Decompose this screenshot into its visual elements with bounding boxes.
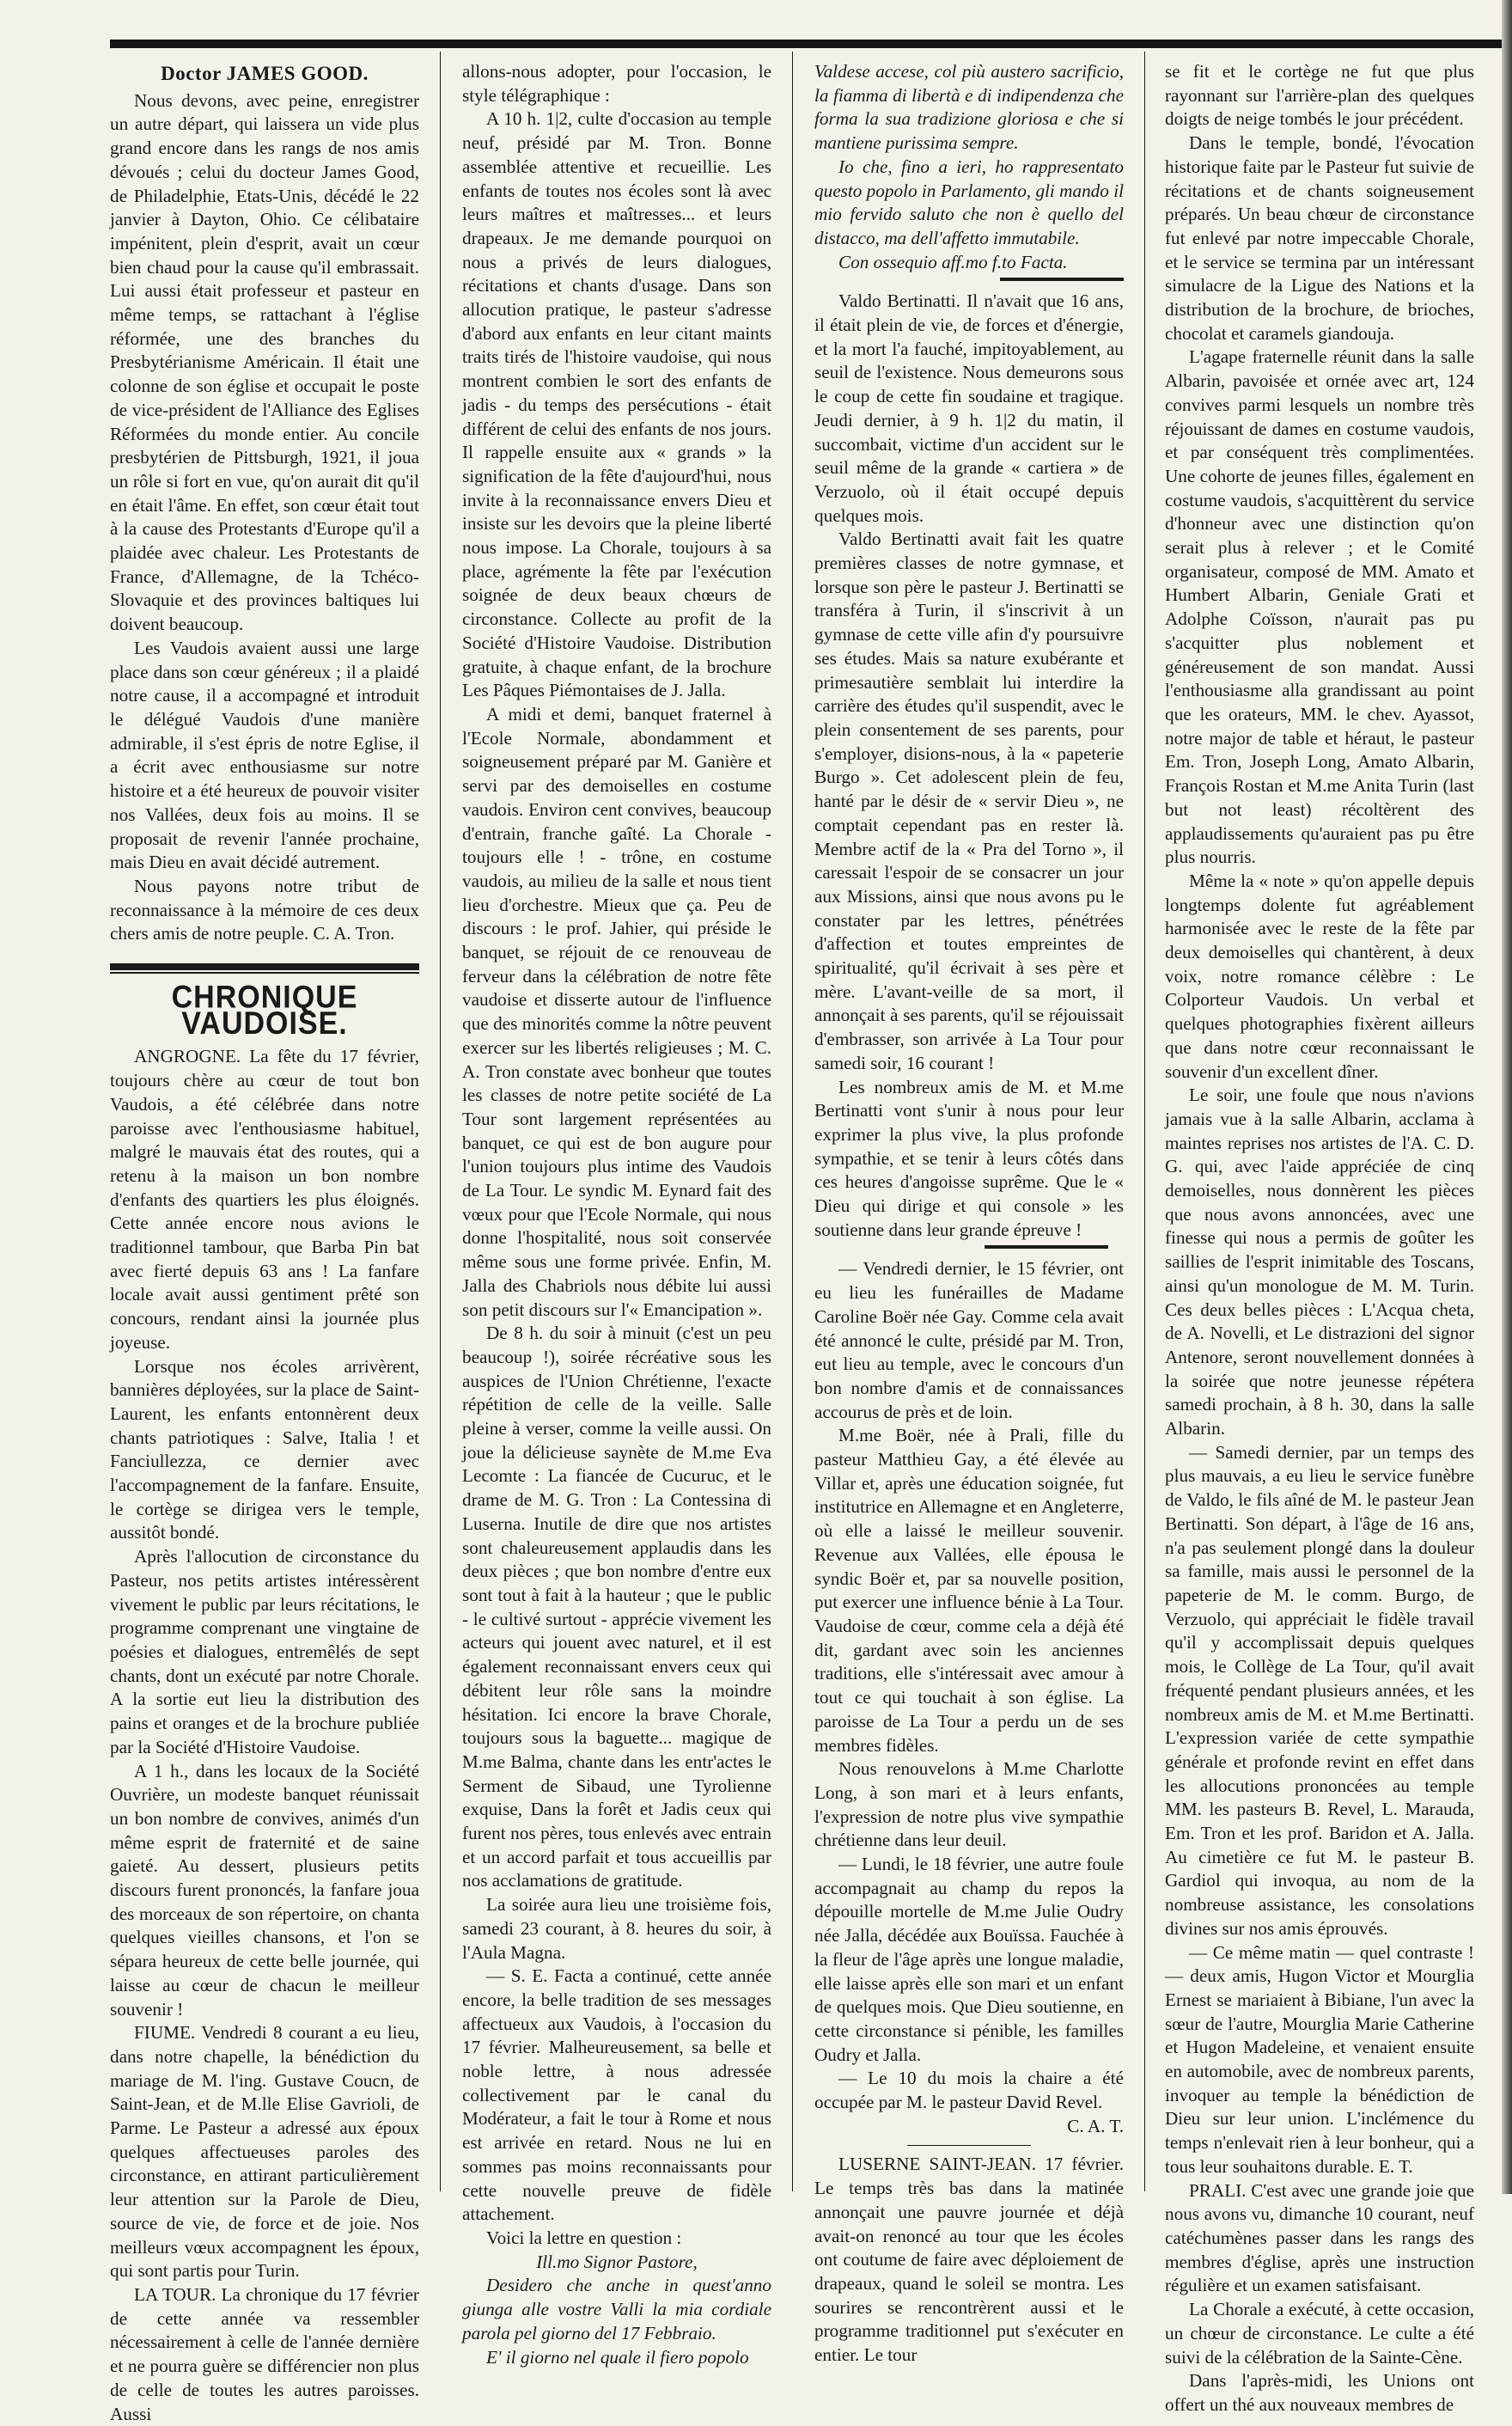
paragraph: De 8 h. du soir à minuit (c'est un peu beaucoup !), soirée récréative sous les auspices de l'Union Chrétienne, l'exacte répétition de celle de la veille. Salle pleine à verser, comme la veille aussi. On joue la délicieuse saynète de M.me Eva Lecomte : La fiancée de Cucuruc, et le drame de M. G. Tron : La Contessina di Luserna. Inutile de dire que nos artistes sont chaleureusement applaudis dans les deux pièces ; que bon nombre d'entre eux sont tout à fait à la hauteur ; que le public - le cultivé surtout - apprécie vivement les acteurs qui jouent avec naturel, et il est également reconnaissant envers ceux qui débitent leur rôle sans la moindre hésitation. Ici encore la brave Chorale, toujours sous la baguette... magique de M.me Balma, chante dans les entr'actes le Serment de Sibaud, une Tyrolienne exquise, Dans la forêt et Jadis ceux qui furent nos pères, tous enlevés avec entrain et un accord parfait et tous accueillis par nos acclamations de gratitude.: [462, 1323, 771, 1891]
paragraph: A 1 h., dans les locaux de la Société Ouvrière, un modeste banquet réunissait un bon nombre de convives, animés d'un même esprit de fraternité et de saine gaieté. Au dessert, plusieurs petits discours furent prononcés, la fanfare joua des morceaux de son répertoire, on chanta quelques vieilles chansons, et l'on se sépara heureux de cette belle journée, qui laisse au cœur de chacun le meilleur souvenir !: [110, 1760, 419, 2020]
paragraph: ANGROGNE. La fête du 17 février, toujours chère au cœur de tout bon Vaudois, a été célébrée dans notre paroisse avec l'enthousiasme habituel, malgré le mauvais état des routes, qui a retenu à la maison un bon nombre d'enfants des quartiers les plus éloignés. Cette année encore nous avions le traditionnel tambour, que Barba Pin bat avec fierté depuis 63 ans ! La fanfare locale avait aussi gentiment prêté son concours, rendant ainsi la journée plus joyeuse.: [110, 1046, 419, 1353]
paragraph: FIUME. Vendredi 8 courant a eu lieu, dans notre chapelle, la bénédiction du mariage de M. l'ing. Gustave Coucn, de Saint-Jean, et de M.lle Elise Gavrioli, de Parme. Le Pasteur a adressé aux époux quelques affectueuses paroles des circonstance, en attirant particulièrement leur attention sur la Parole de Dieu, source de vie, de force et de joie. Nos meilleurs vœux accompagnent les époux, qui sont partis pour Turin.: [110, 2022, 419, 2282]
paragraph: Après l'allocution de circonstance du Pasteur, nos petits artistes intéressèrent vivement le public par leurs récitations, le programme comprenant une vingtaine de poésies et dialogues, entremêlés de sept chants, dont un exécuté par notre Chorale. A la sortie eut lieu la distribution des pains et oranges et de la brochure publiée par la Société d'Histoire Vaudoise.: [110, 1546, 419, 1757]
letter-salutation: Ill.mo Signor Pastore,: [536, 2251, 698, 2272]
column-3: [814, 60, 1124, 2368]
paragraph: se fit et le cortège ne fut que plus rayonnant sur l'arrière-plan des quelques doigts de neige tombés le jour précédent.: [1165, 61, 1474, 130]
letter-paragraph: Desidero che anche in quest'anno giunga alle vostre Valli la mia cordiale parola pel giorno del 17 Febbraio.: [462, 2275, 771, 2344]
paragraph: — Samedi dernier, par un temps des plus mauvais, a eu lieu le service funèbre de Valdo, le fils aîné de M. le pasteur Jean Bertinatti. Son départ, à l'âge de 16 ans, n'a pas seulement plongé dans la douleur sa famille, mais aussi le personnel de la papeterie de M. le comm. Burgo, de Verzuolo, qui appréciait le fidèle travail qu'il y accomplissait depuis quelques mois, le Collège de La Tour, qu'il avait fréquenté pendant plusieurs années, et les nombreux amis de M. et M.me Bertinatti. L'expression variée de cette sympathie générale et profonde revint en effet dans les allocutions prononcées au temple MM. les pasteurs B. Revel, L. Marauda, Em. Tron et les prof. Baridon et A. Jalla. Au cimetière ce fut M. le pasteur B. Gardiol qui invoqua, au nom de la nombreuse assistance, les consolations divines sur nos amis éprouvés.: [1165, 1441, 1474, 1939]
paragraph: — Lundi, le 18 février, une autre foule accompagnait au champ du repos la dépouille mortelle de M.me Julie Oudry née Jalla, décédée aux Bouïssa. Fauchée à la fleur de l'âge après une longue maladie, elle laisse après elle son mari et un enfant de quelques mois. Que Dieu soutienne, en cette circonstance si pénible, les familles Oudry et Jalla.: [814, 1854, 1124, 2065]
paragraph: LUSERNE SAINT-JEAN. 17 février. Le temps très bas dans la matinée annonçait une pauvre journée et déjà avait-on renoncé au tour que les écoles ont coutume de faire avec déploiement de drapeaux, quand le soleil se montra. Les sourires se rencontrèrent aussi et le programme traditionnel put s'exécuter en entier. Le tour: [814, 2154, 1124, 2366]
column-1: [110, 60, 419, 2426]
paragraph: PRALI. C'est avec une grande joie que nous avons vu, dimanche 10 courant, neuf catéchumènes passer dans les rangs des membres d'église, après une instruction régulière et un examen satisfaisant.: [1165, 2179, 1474, 2296]
obituary-title: Doctor JAMES GOOD.: [161, 63, 369, 84]
paragraph: Les Vaudois avaient aussi une large place dans son cœur généreux ; il a plaidé notre cause, il a accompagné et introduit le délégué Vaudois d'une manière admirable, il s'est épris de notre Eglise, il a écrit avec enthousiasme sur notre histoire et a été heureux de pouvoir visiter nos Vallées, deux fois au moins. Il se proposait de revenir l'année prochaine, mais Dieu en avait décidé autrement.: [110, 637, 419, 873]
section-rule-thick: [110, 963, 419, 970]
paragraph: La Chorale a exécuté, à cette occasion, un chœur de circonstance. Le culte a été suivi de la célébration de la Sainte-Cène.: [1165, 2299, 1474, 2368]
column-2: [462, 60, 771, 2369]
paragraph: — Vendredi dernier, le 15 février, ont eu lieu les funérailles de Madame Caroline Boër née Gay. Comme cela avait été annoncé le culte, présidé par M. Tron, eut lieu au temple, avec le concours d'un bon nombre d'amis et de connaissances accourus de près et de loin.: [814, 1258, 1124, 1422]
column-divider: [1144, 52, 1145, 2191]
top-rule: [110, 40, 1506, 48]
section-title: CHRONIQUE VAUDOISE.: [171, 980, 358, 1042]
paragraph: — Le 10 du mois la chaire a été occupée par M. le pasteur David Revel.: [814, 2068, 1124, 2113]
paragraph: Les nombreux amis de M. et M.me Bertinatti vont s'unir à nous pour leur exprimer la plus vive, la plus profonde sympathie, et se tenir à leurs côtés dans ces heures d'angoisse suprême. Que le « Dieu qui dirige et qui console » les soutienne dans leur grande épreuve !: [814, 1076, 1124, 1240]
paragraph: La soirée aura lieu une troisième fois, samedi 23 courant, à 8. heures du soir, à l'Aula Magna.: [462, 1894, 771, 1963]
paragraph: — Ce même matin — quel contraste ! — deux amis, Hugon Victor et Mourglia Ernest se mariaient à Bibiane, l'un avec la sœur de l'autre, Mourglia Marie Catherine et Hugon Madeleine, et venaient ensuite en automobile, avec de nombreux parents, invoquer au temple la bénédiction de Dieu sur leur union. L'inclémence du temps n'enlevait rien à leur bonheur, qui a tous leur souhaitons durable. E. T.: [1165, 1941, 1474, 2177]
paragraph: allons-nous adopter, pour l'occasion, le style télégraphique :: [462, 61, 771, 106]
paragraph: L'agape fraternelle réunit dans la salle Albarin, pavoisée et ornée avec art, 124 convives parmi lesquels un nombre très réjouissant de dames en costume vaudois, et par conséquent très complimentées. Une cohorte de jeunes filles, également en costume vaudois, s'acquittèrent du service d'honneur avec une distinction qu'on serait plus à relever ; et le Comité organisateur, composé de MM. Amato et Humbert Albarin, Geniale Grati et Adolphe Coïsson, n'aurait pas pu s'acquitter plus noblement et généreusement de son mandat. Aussi l'enthousiasme alla grandissant au point que les orateurs, MM. le chev. Ayassot, notre major de table et héraut, le pasteur Em. Tron, Joseph Long, Amato Albarin, François Rostan et M.me Anita Turin (last but not least) récoltèrent des applaudissements qu'auraient pas pu être plus nourris.: [1165, 346, 1474, 868]
page-edge-shadow: [1502, 0, 1512, 2194]
signature: C. A. T.: [1067, 2115, 1124, 2136]
paragraph: A midi et demi, banquet fraternel à l'Ecole Normale, abondamment et soigneusement préparé par M. Ganière et servi par des demoiselles en costume vaudois. Environ cent convives, beaucoup d'entrain, franche gaîté. La Chorale - toujours elle ! - trône, en costume vaudois, au milieu de la salle et nous tient lieu d'orchestre. Mieux que ça. Peu de discours : le prof. Jahier, qui préside le banquet, se réjouit de ce renouveau de ferveur dans la célébration de notre fête vaudoise et disserte autour de l'influence que des minorités comme la nôtre peuvent exercer sur les libertés religieuses ; M. C. A. Tron constate avec bonheur que toutes les classes de notre petite société de La Tour sont largement représentées au banquet, ce qui est de bon augure pour l'union toujours plus intime des Vaudois de La Tour. Le syndic M. Eynard fait des vœux pour que l'Ecole Normale, qui nous donne l'hospitalité, nous soit conservée même sous une forme privée. Enfin, M. Jalla des Chabriols nous débite lui aussi son petit discours sur l'« Emancipation ».: [462, 703, 771, 1320]
paragraph: — S. E. Facta a continué, cette année encore, la belle tradition de ses messages affectueux aux Vaudois, à l'occasion du 17 février. Malheureusement, sa belle et noble lettre, à nous adressée collectivement par le canal du Modérateur, a fait le tour à Rome et nous est arrivée en retard. Nous ne lui en sommes pas moins reconnaissants pour cette nouvelle preuve de fidèle attachement.: [462, 1965, 771, 2225]
paragraph: Le soir, une foule que nous n'avions jamais vue à la salle Albarin, acclama à maintes reprises nos artistes de l'A. C. D. G. qui, avec l'aide appréciée de cinq demoiselles, nous donnèrent les pièces que nous avons annoncées, avec une finesse qui nous a permis de goûter les saillies de l'esprit inimitable des Toscans, ainsi qu'un monologue de M. M. Turin. Ces deux belles pièces : L'Acqua cheta, de A. Novelli, et Le distrazioni del signor Antenore, seront nouvellement données à la soirée que notre jeunesse répétera samedi prochain, à 8 h. 30, dans la salle Albarin.: [1165, 1085, 1474, 1439]
paragraph: Nous renouvelons à M.me Charlotte Long, à son mari et à leurs enfants, l'expression de notre plus vive sympathie chrétienne dans leur deuil.: [814, 1758, 1124, 1851]
section-rule-thin: [110, 972, 419, 974]
letter-paragraph: Valdese accese, col più austero sacrificio, la fiamma di libertà e di indipendenza che forma la sua tradizione gloriosa e che si mantiene purissima sempre.: [814, 61, 1124, 154]
paragraph: M.me Boër, née à Prali, fille du pasteur Matthieu Gay, a été élevée au Villar et, après une éducation soignée, fut institutrice en Allemagne et en Angleterre, où elle a laissé le meilleur souvenir. Revenue aux Vallées, elle épousa le syndic Boër et, par sa nouvelle position, put exercer une influence bénie à La Tour. Vaudoise de cœur, comme cela a déjà été dit, gardant avec soin les anciennes traditions, elle s'intéressait avec amour à tout ce qui touchait à son église. La paroisse de La Tour a perdu un de ses membres fidèles.: [814, 1425, 1124, 1756]
paragraph: LA TOUR. La chronique du 17 février de cette année va ressembler nécessairement à celle de l'année dernière et ne pourra guère se différencier non plus de celle de toutes les autres paroisses. Aussi: [110, 2283, 419, 2424]
separator-rule: [1000, 278, 1124, 281]
column-divider: [792, 52, 793, 2191]
letter-paragraph: E' il giorno nel quale il fiero popolo: [486, 2346, 749, 2368]
paragraph: Valdo Bertinatti. Il n'avait que 16 ans, il était plein de vie, de forces et d'énergie, et la mort l'a fauché, impitoyablement, au seuil de l'existence. Nous demeurons sous le coup de cette fin soudaine et tragique. Jeudi dernier, à 9 h. 1|2 du matin, il succombait, victime d'un accident sur le seuil même de la grande « cartiera » de Verzuolo, où il était occupé depuis quelques mois.: [814, 290, 1124, 526]
paragraph: Valdo Bertinatti avait fait les quatre premières classes de notre gymnase, et lorsque son père le pasteur J. Bertinatti se transféra à Turin, il s'inscrivit à un gymnase de cette ville afin d'y poursuivre ses études. Mais sa nature exubérante et primesautière semblait lui interdire la carrière des études qu'il suspendit, avec le plein consentement de ses parents, pour s'employer, disions-nous, à la « papeterie Burgo ». Cet adolescent plein de feu, hanté par le désir de « servir Dieu », ne comptait cependant pas en rester là. Membre actif de la « Pra del Torno », il caressait l'espoir de se consacrer un jour aux Missions, ainsi que nous avons pu le constater par les lettres, pénétrées d'affection et toutes empreintes de spiritualité, qu'il écrivait à ses père et mère. L'avant-veille de sa mort, il annonçait à ses parents, qu'il se réjouissait d'embrasser, son arrivée à La Tour pour samedi soir, 16 courant !: [814, 529, 1124, 1073]
paragraph: Même la « note » qu'on appelle depuis longtemps dolente fut agréablement harmonisée avec le reste de la fête par deux demoiselles qui chantèrent, à deux voix, notre romance célèbre : Le Colporteur Vaudois. Un verbal et quelques photographies fixèrent ailleurs que dans notre cœur reconnaissant le souvenir d'un excellent dîner.: [1165, 870, 1474, 1082]
paragraph: Nous devons, avec peine, enregistrer un autre départ, qui laissera un vide plus grand encore dans les rangs de nos amis dévoués ; celui du docteur James Good, de Philadelphie, Etats-Unis, décédé le 22 janvier à Dayton, Ohio. Ce célibataire impénitent, plein d'esprit, avait un cœur bien chaud pour la cause qu'il embrassait. Lui aussi était professeur et pasteur en même temps, se rattachant à l'église réformée, une des branches du Presbytérianisme Américain. Il était une colonne de son église et occupait le poste de vice-président de l'Alliance des Eglises Réformées du monde entier. Au concile presbytérien de Pittsburgh, 1921, il joua un rôle si fort en vue, qu'on aurait dit qu'il en était l'âme. En effet, son cœur était tout à la cause des Protestants d'Europe qu'il a plaidée avec chaleur. Les Protestants de France, d'Allemagne, de la Tchéco-Slovaquie et des provinces baltiques lui doivent beaucoup.: [110, 89, 419, 635]
separator-rule: [907, 2145, 1031, 2146]
letter-paragraph: Io che, fino a ieri, ho rappresentato questo popolo in Parlamento, gli mando il mio fervido saluto che non è quello del distacco, ma dell'affetto immutabile.: [814, 156, 1124, 248]
paragraph: Dans le temple, bondé, l'évocation historique faite par le Pasteur fut suivie de récitations et de chants soigneusement préparés. Un beau chœur de circonstance fut enlevé par notre impeccable Chorale, et le service se termina par un intéressant simulacre de la Ligue des Nations et la distribution de la brochure, de brioches, chocolat et caramels giandouja.: [1165, 132, 1474, 344]
paragraph: Dans l'après-midi, les Unions ont offert un thé aux nouveaux membres de: [1165, 2370, 1474, 2415]
paragraph: Lorsque nos écoles arrivèrent, bannières déployées, sur la place de Saint-Laurent, les enfants entonnèrent deux chants patriotiques : Salve, Italia ! et Fanciullezza, ce dernier avec l'accompagnement de la fanfare. Ensuite, le cortège se dirigea vers le temple, aussitôt bondé.: [110, 1355, 419, 1543]
column-divider: [440, 52, 441, 2191]
paragraph: Voici la lettre en question :: [486, 2227, 682, 2248]
column-4: [1165, 60, 1474, 2417]
paragraph: Nous payons notre tribut de reconnaissance à la mémoire de ces deux chers amis de notre peuple. C. A. Tron.: [110, 875, 419, 944]
paragraph: A 10 h. 1|2, culte d'occasion au temple neuf, présidé par M. Tron. Bonne assemblée attentive et recueillie. Les enfants de toutes nos écoles sont là avec leurs maîtres et maîtresses... et leurs drapeaux. Je me demande pourquoi on nous a privés de leurs dialogues, récitations et chants d'usage. Dans son allocution pratique, le pasteur s'adresse d'abord aux enfants en leur citant maints traits tirés de l'histoire vaudoise, qui nous montrent combien le sort des enfants de jadis - du temps des persécutions - était différent de celui des enfants de nos jours. Il rappelle ensuite aux « grands » la signification de la fête d'aujourd'hui, nous invite à la reconnaissance envers Dieu et insiste sur les devoirs que la pleine liberté nous impose. La Chorale, toujours à sa place, agrémente la fête par l'exécution soignée de deux beaux chœurs de circonstance. Collecte au profit de la Société d'Histoire Vaudoise. Distribution gratuite, à chaque enfant, de la brochure Les Pâques Piémontaises de J. Jalla.: [462, 108, 771, 701]
separator-rule: [985, 1245, 1108, 1249]
letter-signature: Con ossequio aff.mo f.to Facta.: [838, 251, 1068, 272]
